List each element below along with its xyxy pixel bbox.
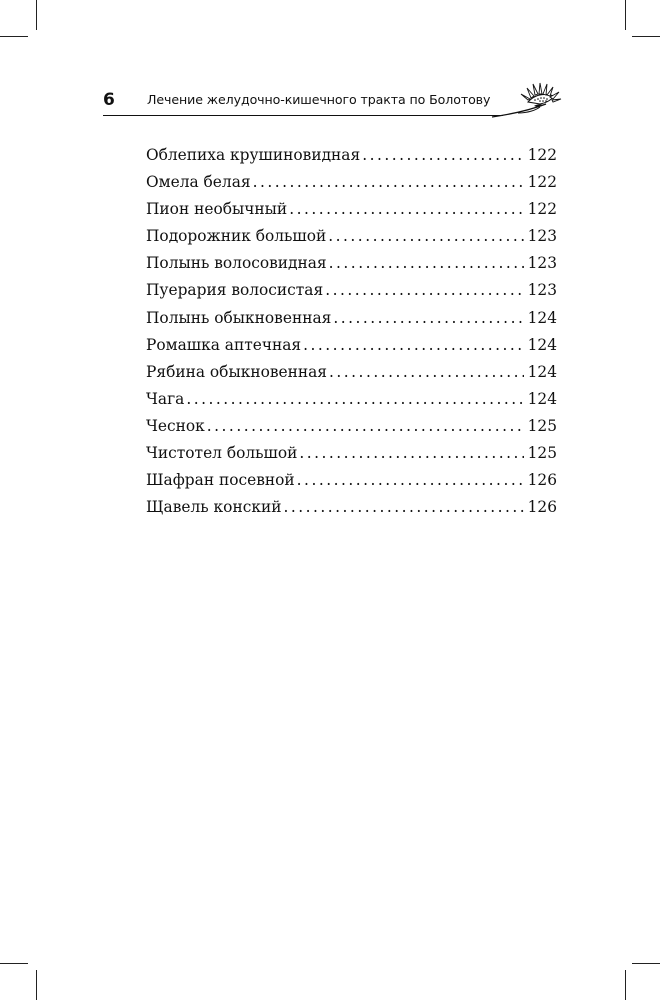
dot-leader bbox=[297, 467, 524, 494]
dot-leader bbox=[289, 196, 523, 223]
toc-entry-title: Омела белая bbox=[146, 173, 251, 192]
header-rule bbox=[103, 115, 503, 116]
crop-mark-bottom-right-v bbox=[625, 970, 626, 1000]
toc-entry bbox=[146, 142, 557, 169]
toc-entry-title: Чага bbox=[146, 389, 185, 408]
running-header bbox=[103, 86, 563, 122]
dot-leader bbox=[186, 386, 523, 413]
toc-entry bbox=[146, 223, 557, 250]
crop-mark-top-left-h bbox=[0, 36, 28, 37]
toc-entry-page: 122 bbox=[527, 146, 557, 164]
crop-mark-top-left-v bbox=[36, 0, 37, 30]
dot-leader bbox=[207, 413, 524, 440]
toc-entry-page: 125 bbox=[527, 444, 557, 463]
toc-entry-title: Чеснок bbox=[146, 416, 205, 435]
toc-entry-title: Ромашка аптечная bbox=[146, 335, 302, 354]
dot-leader bbox=[299, 440, 523, 467]
toc-entry-page: 123 bbox=[527, 254, 557, 273]
toc-entry bbox=[146, 386, 557, 413]
crop-mark-top-right-v bbox=[625, 0, 626, 30]
page-number: 6 bbox=[103, 90, 115, 110]
crop-mark-bottom-left-h bbox=[0, 963, 28, 964]
toc-entry-title: Подорожник большой bbox=[146, 227, 327, 246]
toc-entry-title: Пуерария волосистая bbox=[146, 281, 324, 300]
toc-entry-title: Рябина обыкновенная bbox=[146, 362, 328, 381]
toc-entry bbox=[146, 169, 557, 196]
toc-entry bbox=[146, 250, 557, 277]
dot-leader bbox=[329, 250, 524, 277]
toc-entry bbox=[146, 332, 557, 359]
toc-entry-title: Чистотел большой bbox=[146, 444, 298, 463]
crop-mark-top-right-h bbox=[632, 36, 660, 37]
dot-leader bbox=[329, 359, 524, 386]
dot-leader bbox=[333, 305, 523, 332]
toc-entry-title: Полынь волосовидная bbox=[146, 254, 327, 273]
toc-entry-page: 125 bbox=[527, 416, 557, 435]
toc-entry-title: Полынь обыкновенная bbox=[146, 308, 332, 327]
toc-entry-title: Щавель конский bbox=[146, 498, 282, 517]
toc-entry bbox=[146, 494, 557, 521]
toc-entry-page: 124 bbox=[527, 308, 557, 327]
toc-entry-page: 122 bbox=[527, 173, 557, 192]
toc-entry-page: 123 bbox=[527, 281, 557, 300]
toc-entry bbox=[146, 305, 557, 332]
dot-leader bbox=[362, 142, 523, 169]
toc-entry-page: 124 bbox=[527, 362, 557, 381]
running-title: Лечение желудочно-кишечного тракта по Болотову bbox=[147, 92, 491, 107]
sunflower-ornament-icon bbox=[488, 80, 562, 120]
dot-leader bbox=[303, 332, 523, 359]
toc-entry-title: Облепиха крушиновидная bbox=[146, 146, 361, 164]
table-of-contents bbox=[146, 142, 557, 521]
toc-entry-page: 124 bbox=[527, 335, 557, 354]
toc-entry-title: Шафран посевной bbox=[146, 471, 295, 490]
toc-entry-page: 123 bbox=[527, 227, 557, 246]
toc-entry bbox=[146, 413, 557, 440]
toc-entry bbox=[146, 196, 557, 223]
toc-entry-page: 124 bbox=[527, 389, 557, 408]
crop-mark-bottom-left-v bbox=[36, 970, 37, 1000]
dot-leader bbox=[253, 169, 524, 196]
toc-entry-title: Пион необычный bbox=[146, 200, 288, 219]
crop-mark-bottom-right-h bbox=[632, 963, 660, 964]
dot-leader bbox=[283, 494, 523, 521]
toc-entry-page: 122 bbox=[527, 200, 557, 219]
toc-entry bbox=[146, 277, 557, 304]
toc-entry bbox=[146, 467, 557, 494]
toc-entry bbox=[146, 359, 557, 386]
dot-leader bbox=[325, 277, 523, 304]
toc-entry bbox=[146, 440, 557, 467]
dot-leader bbox=[328, 223, 523, 250]
toc-entry-page: 126 bbox=[527, 471, 557, 490]
toc-entry-page: 126 bbox=[527, 498, 557, 517]
